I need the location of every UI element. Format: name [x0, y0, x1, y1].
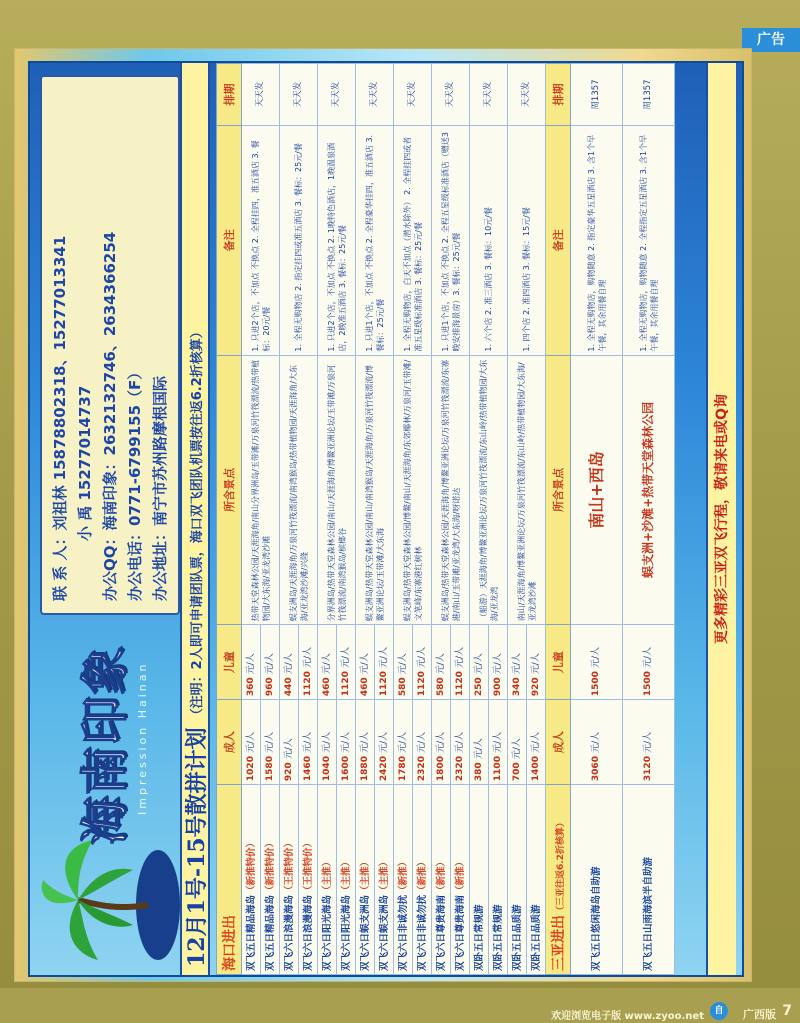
route-name-text: 双飞六日浪漫海岛	[283, 894, 295, 971]
adult-price	[318, 700, 337, 785]
child-price	[571, 625, 623, 700]
child-price	[394, 625, 413, 700]
schedule: 天天发	[242, 64, 280, 126]
notes: 1. 只进2个店，不加点 不换点 2. 全程挂四，准五酒店 3. 餐标：20元/餐	[242, 126, 280, 356]
price-unit: 元/人	[530, 653, 541, 675]
price-unit: 元/人	[492, 653, 503, 675]
adult-price-value: 2320	[416, 756, 427, 782]
child-price-value: 1120	[378, 671, 389, 697]
route-name	[375, 785, 394, 975]
route-name	[242, 785, 261, 975]
child-price-value: 1120	[302, 671, 313, 697]
notes: 1. 只进1个店，不加点 不换点 2. 全程五星级标准酒店（赠送3晚安排海景房）3. 餐标：25元/餐	[432, 126, 470, 356]
price-unit: 元/人	[321, 731, 332, 753]
price-unit: 元/人	[302, 731, 313, 753]
child-price	[261, 625, 280, 700]
price-unit: 元/人	[643, 646, 653, 668]
poster-header	[30, 63, 210, 975]
route-name-text: 双飞六日蜈支洲岛	[359, 894, 371, 971]
section2-header-adult: 成人	[546, 700, 571, 785]
price-unit: 元/人	[340, 646, 351, 668]
publication-icon: 自	[710, 1002, 728, 1020]
route-name: 双飞五日山雨海滨半自助游	[623, 785, 675, 975]
adult-price	[623, 700, 675, 785]
footer-note: 更多精彩三亚双飞行程，敬请来电或Q询	[706, 63, 736, 975]
adult-price-value: 1460	[302, 756, 313, 782]
adult-price	[280, 700, 299, 785]
child-price	[451, 625, 470, 700]
price-unit: 元/人	[473, 653, 484, 675]
table-row	[318, 64, 337, 975]
price-unit: 元/人	[473, 738, 484, 760]
table-row	[356, 64, 375, 975]
child-price-value: 1500	[643, 671, 653, 697]
spots: 蜈支洲岛/热带天堂森林公园/博鳌/南山/天涯海角/东郊椰林/万泉河/玉带滩/文笔峰/东寨港红树林	[394, 355, 432, 625]
adult-price	[451, 700, 470, 785]
child-price-value: 1120	[416, 671, 427, 697]
route-name	[508, 785, 527, 975]
logo-subtitle: Impression Hainan	[136, 661, 149, 815]
adult-price	[489, 700, 508, 785]
route-name	[261, 785, 280, 975]
child-price-value: 460	[359, 677, 370, 697]
price-unit: 元/人	[454, 731, 465, 753]
adult-price-value: 1040	[321, 756, 332, 782]
route-name	[413, 785, 432, 975]
route-name	[280, 785, 299, 975]
route-name-text: 双卧五日常规游	[473, 904, 485, 971]
route-name-text: 双飞五日精品海岛	[245, 894, 257, 971]
route-name-text: 双飞六日阳光海岛	[340, 894, 352, 971]
spots: 南山+西岛	[571, 355, 623, 625]
route-name-text: 双飞六日阳光海岛	[321, 894, 333, 971]
header-notes: 备注	[217, 126, 242, 356]
notes: 1. 六个店 2. 准三酒店 3. 餐标：10元/餐	[470, 126, 508, 356]
section2-title-text: 三亚进出	[551, 915, 567, 971]
price-unit: 元/人	[359, 731, 370, 753]
route-name	[318, 785, 337, 975]
price-unit: 元/人	[643, 731, 653, 753]
adult-price-value: 1580	[264, 756, 275, 782]
section2-header-notes: 备注	[546, 126, 571, 356]
route-name-text: 双卧五日常规游	[492, 904, 504, 971]
child-price-value: 1500	[591, 671, 601, 697]
route-name	[299, 785, 318, 975]
schedule: 天天发	[394, 64, 432, 126]
spots: 南山/天涯海角/博鳌亚洲论坛/万泉河竹筏漂流/东山岭/热带植物园/大东海/亚龙湾沙滩	[508, 355, 546, 625]
adult-price-value: 1600	[340, 756, 351, 782]
child-price	[299, 625, 318, 700]
adult-price	[413, 700, 432, 785]
price-unit: 元/人	[245, 731, 256, 753]
schedule: 天天发	[432, 64, 470, 126]
poster-content	[30, 63, 742, 975]
route-name-text: 双飞六日非诚勿扰	[416, 894, 428, 971]
price-unit: 元/人	[378, 731, 389, 753]
contact-phone: 办公电话：0771-6799155（F）	[126, 364, 144, 601]
route-name	[394, 785, 413, 975]
child-price-value: 360	[245, 677, 256, 697]
table-row	[571, 64, 623, 975]
adult-price-value: 2320	[454, 756, 465, 782]
notes: 1. 全程无购物店，购物随意 2. 全程指定五星酒店 3. 含1个早午餐，其余用餐自理	[623, 126, 675, 356]
spots: 蜈支洲+沙滩+热带天堂森林公园	[623, 355, 675, 625]
price-unit: 元/人	[416, 731, 427, 753]
child-price-value: 580	[397, 677, 408, 697]
adult-price	[337, 700, 356, 785]
schedule: 天天发	[280, 64, 318, 126]
schedule: 周1357	[571, 64, 623, 126]
spots: （船游）天涯海角/博鳌亚洲论坛/万泉河竹筏漂流/东山岭/热带植物园/大东海/亚龙湾	[470, 355, 508, 625]
notes: 1. 全程无购物店，购物随意 2. 指定豪华五星酒店 3. 含1个早午餐，其余用餐自理	[571, 126, 623, 356]
section2-body	[546, 64, 675, 975]
schedule: 天天发	[318, 64, 356, 126]
adult-price	[356, 700, 375, 785]
route-name: 双飞五日悠闲海岛自助游	[571, 785, 623, 975]
table-header	[217, 64, 242, 975]
adult-price-value: 1800	[435, 756, 446, 782]
spots: 蜈支洲岛/热带天堂森林公园/天涯海角/博鳌亚洲论坛/万泉河竹筏漂流/东寨港/南山/玉带滩/亚龙湾/大东海/呀诺达	[432, 355, 470, 625]
header-adult: 成人	[217, 700, 242, 785]
contact-qq: 办公QQ：海南印象：2632132746、2634366254	[101, 231, 119, 601]
child-price-value: 960	[264, 677, 275, 697]
route-tag: （主推）	[378, 856, 390, 895]
route-name	[356, 785, 375, 975]
contact-person: 联 系 人：刘祖林 15878802318、15277013341	[51, 235, 69, 601]
table-row	[508, 64, 527, 975]
child-price	[623, 625, 675, 700]
table-row	[623, 64, 675, 975]
adult-price-value: 3060	[591, 756, 601, 782]
header-route: 海口进出	[217, 785, 242, 975]
adult-price	[508, 700, 527, 785]
header-child: 儿童	[217, 625, 242, 700]
route-name	[337, 785, 356, 975]
price-unit: 元/人	[397, 653, 408, 675]
notes: 1. 四个店 2. 准四酒店 3. 餐标：15元/餐	[508, 126, 546, 356]
route-name-text: 双飞六日浪漫海岛	[302, 894, 314, 971]
route-name-text: 双飞六日非诚勿扰	[397, 894, 409, 971]
child-price	[470, 625, 489, 700]
spots: 蜈支洲岛/天涯海角/万泉河竹筏漂流/南湾猴岛/热带植物园/天涯海角/大东海/亚龙湾沙滩/兴隆	[280, 355, 318, 625]
route-name-text: 双卧五日品质游	[530, 904, 542, 971]
table-row	[242, 64, 261, 975]
price-unit: 元/人	[302, 646, 313, 668]
price-unit: 元/人	[264, 653, 275, 675]
spots: 热带天堂森林公园/天涯海角/南山分界洲岛/玉带滩/万泉河竹筏漂流/热带植物园/大东海/亚龙湾沙滩	[242, 355, 280, 625]
child-price	[337, 625, 356, 700]
route-name	[451, 785, 470, 975]
adult-price-value: 2420	[378, 756, 389, 782]
route-tag: （主推）	[340, 856, 352, 895]
table-row	[394, 64, 413, 975]
site-text[interactable]: 欢迎浏览电子版 www.zyoo.net	[551, 1011, 704, 1022]
price-unit: 元/人	[511, 738, 522, 760]
logo-name: 海南印象	[77, 644, 133, 845]
child-price-value: 1120	[340, 671, 351, 697]
adult-price-value: 1780	[397, 756, 408, 782]
page-number: 7	[782, 1003, 792, 1019]
adult-price	[470, 700, 489, 785]
schedule: 天天发	[356, 64, 394, 126]
child-price	[527, 625, 546, 700]
price-unit: 元/人	[435, 731, 446, 753]
price-unit: 元/人	[359, 653, 370, 675]
contact-person-2: 小 禹 15277014737	[76, 385, 94, 541]
contact-address: 办公地址：南宁市苏州路摩根国际	[151, 375, 169, 601]
child-price-value: 920	[530, 677, 541, 697]
adult-price-value: 1400	[530, 756, 541, 782]
price-unit: 元/人	[416, 646, 427, 668]
price-unit: 元/人	[435, 653, 446, 675]
child-price-value: 340	[511, 677, 522, 697]
adult-price	[299, 700, 318, 785]
adult-price-value: 1880	[359, 756, 370, 782]
route-name	[527, 785, 546, 975]
child-price	[432, 625, 451, 700]
route-tag: （新推特价）	[264, 837, 276, 895]
adult-price-value: 700	[511, 762, 522, 782]
adult-price-value: 1020	[245, 756, 256, 782]
adult-price-value: 380	[473, 762, 484, 782]
tour-table	[216, 63, 675, 975]
adult-price-value: 1100	[492, 756, 503, 782]
price-unit: 元/人	[378, 646, 389, 668]
route-tag: （新推）	[397, 856, 409, 895]
child-price	[318, 625, 337, 700]
price-unit: 元/人	[321, 653, 332, 675]
adult-price	[375, 700, 394, 785]
table-body	[242, 64, 546, 975]
route-name-text: 双飞五日精品海岛	[264, 894, 276, 971]
section2-header	[546, 64, 571, 975]
spots: 蜈支洲岛/热带天堂森林公园/南山/南湾猴岛/天涯海角/万泉河竹筏漂流/博鳌亚洲论坛/玉带滩/大东海	[356, 355, 394, 625]
price-unit: 元/人	[340, 731, 351, 753]
price-unit: 元/人	[283, 738, 294, 760]
schedule: 天天发	[470, 64, 508, 126]
child-price-value: 460	[321, 677, 332, 697]
adult-price	[432, 700, 451, 785]
schedule: 天天发	[508, 64, 546, 126]
price-unit: 元/人	[530, 731, 541, 753]
child-price	[356, 625, 375, 700]
notes: 1. 全程无购物店 2. 指定挂四或准五酒店 3. 餐标：25元/餐	[280, 126, 318, 356]
notes: 1. 全程无购物店，白天不加点（潜水除外） 2. 全程挂四或者准五星级标准酒店 3. 餐标：25元/餐	[394, 126, 432, 356]
route-name	[470, 785, 489, 975]
plan-note: （注明：2人即可申请团队票，海口双飞团队机票按往返6.2折核算）	[189, 325, 205, 722]
route-name-text: 双飞六日尊贵海南	[435, 894, 447, 971]
route-name-text: 双卧五日品质游	[511, 904, 523, 971]
child-price-value: 900	[492, 677, 503, 697]
adult-price	[261, 700, 280, 785]
route-tag: （王推特价）	[283, 837, 295, 895]
child-price	[489, 625, 508, 700]
poster	[28, 61, 744, 977]
route-tag: （主推）	[321, 856, 333, 895]
adult-price-value: 920	[283, 762, 294, 782]
spots: 分界洲岛/热带天堂森林公园/南山/天涯海角/博鳌亚洲论坛/玉带滩/万泉河竹筏漂流/南湾猴岛/槟榔谷	[318, 355, 356, 625]
child-price-value: 580	[435, 677, 446, 697]
edition-name: 广西版	[743, 1008, 776, 1021]
child-price	[242, 625, 261, 700]
plan-title-bar	[180, 63, 210, 975]
price-unit: 元/人	[511, 653, 522, 675]
palm-logo-icon	[38, 835, 198, 965]
notes: 1. 只进2个店，不加点 不换点 2. 1晚特色酒店，1晚温泉酒店，2晚准五酒店 3. 餐标：25元/餐	[318, 126, 356, 356]
adult-price	[242, 700, 261, 785]
price-unit: 元/人	[591, 731, 601, 753]
plan-title: 12月1号-15号散拼计划	[183, 727, 210, 967]
child-price-value: 1120	[454, 671, 465, 697]
header-sched: 排期	[217, 64, 242, 126]
route-tag: （新推特价）	[245, 837, 257, 895]
route-name-text: 双飞六日尊贵海南	[454, 894, 466, 971]
child-price	[280, 625, 299, 700]
price-unit: 元/人	[492, 731, 503, 753]
contact-box	[40, 75, 180, 615]
child-price-value: 440	[283, 677, 294, 697]
notes: 1. 只进1个店，不加点 不换点 2. 全程豪华挂四，准五酒店 3. 餐标：25元/餐	[356, 126, 394, 356]
price-unit: 元/人	[397, 731, 408, 753]
section2-title-note: （三亚往返6.2折核算）	[556, 818, 566, 915]
adult-price	[571, 700, 623, 785]
child-price	[508, 625, 527, 700]
price-unit: 元/人	[264, 731, 275, 753]
price-unit: 元/人	[245, 653, 256, 675]
adult-price	[394, 700, 413, 785]
table-row	[432, 64, 451, 975]
header-spots: 所含景点	[217, 355, 242, 625]
route-tag: （主推）	[359, 856, 371, 895]
route-name	[432, 785, 451, 975]
price-unit: 元/人	[283, 653, 294, 675]
table-row	[280, 64, 299, 975]
table-row	[470, 64, 489, 975]
child-price-value: 250	[473, 677, 484, 697]
route-tag: （新推）	[435, 856, 447, 895]
adult-price	[527, 700, 546, 785]
route-tag: （王推特价）	[302, 837, 314, 895]
section2-title	[546, 785, 571, 975]
route-name	[489, 785, 508, 975]
price-unit: 元/人	[591, 646, 601, 668]
schedule: 周1357	[623, 64, 675, 126]
section2-header-spots: 所含景点	[546, 355, 571, 625]
section2-header-sched: 排期	[546, 64, 571, 126]
logo	[38, 625, 203, 965]
child-price	[375, 625, 394, 700]
section2-header-child: 儿童	[546, 625, 571, 700]
adult-price-value: 3120	[643, 756, 653, 782]
route-tag: （新推）	[454, 856, 466, 895]
child-price	[413, 625, 432, 700]
price-unit: 元/人	[454, 646, 465, 668]
ad-tag: 广告	[742, 28, 800, 52]
route-tag: （新推）	[416, 856, 428, 895]
route-name-text: 双飞六日蜈支洲岛	[378, 894, 390, 971]
